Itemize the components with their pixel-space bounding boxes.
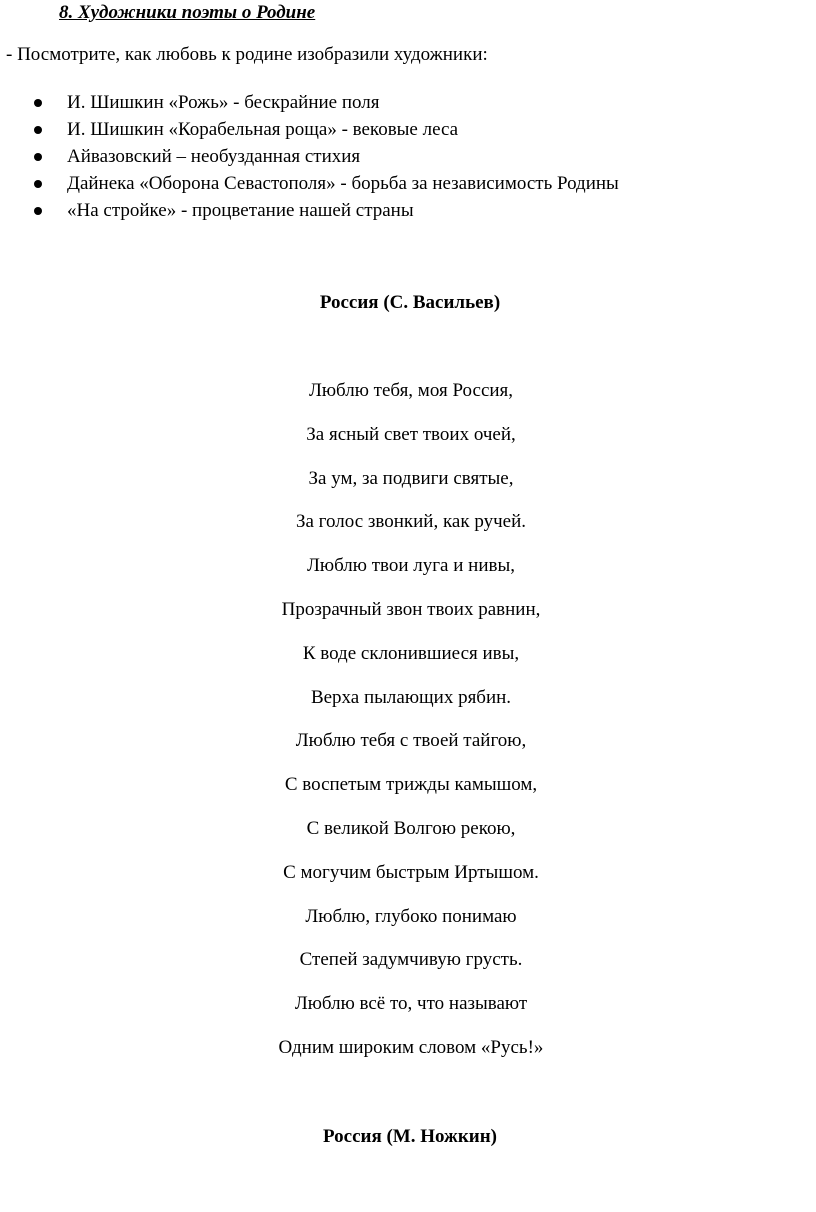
poem-title-nozhkin: Россия (М. Ножкин) — [323, 1126, 497, 1147]
bullet-icon — [34, 207, 42, 215]
bullet-icon — [34, 153, 42, 161]
poem-line: Люблю всё то, что называют — [294, 993, 528, 1015]
poem-line: За ум, за подвиги святые, — [308, 467, 514, 489]
poem-line: С могучим быстрым Иртышом. — [283, 861, 539, 883]
list-item-text: И. Шишкин «Рожь» - бескрайние поля — [67, 92, 380, 113]
section-title: 8. Художники поэты о Родине — [59, 2, 316, 23]
poem-line: Люблю тебя, моя Россия, — [308, 380, 514, 401]
poem-line: Люблю, глубоко понимаю — [305, 905, 517, 927]
list-item-text: «На стройке» - процветание нашей страны — [67, 200, 414, 221]
poem-line: К воде склонившиеся ивы, — [302, 642, 520, 664]
poem-line: Одним широким словом «Русь!» — [278, 1036, 544, 1058]
poem-line: С великой Волгою рекою, — [306, 817, 516, 839]
poem-title-vasiliev: Россия (С. Васильев) — [319, 292, 501, 313]
poem-line: С воспетым трижды камышом, — [284, 774, 538, 796]
intro-text: - Посмотрите, как любовь к родине изобразили художники: — [6, 44, 488, 65]
poem-line: Прозрачный звон твоих равнин, — [281, 598, 541, 620]
poem-line: За ясный свет твоих очей, — [306, 423, 516, 445]
poem-line: Люблю твои луга и нивы, — [307, 555, 515, 577]
bullet-icon — [34, 99, 42, 107]
bullet-icon — [34, 180, 42, 188]
list-item-text: И. Шишкин «Корабельная роща» - вековые леса — [67, 119, 459, 140]
bullet-icon — [34, 126, 42, 134]
poem-line: За голос звонкий, как ручей. — [295, 511, 526, 533]
poem-line: Верха пылающих рябин. — [310, 686, 512, 708]
poem-line: Степей задумчивую грусть. — [299, 949, 523, 971]
list-item-text: Дайнека «Оборона Севастополя» - борьба за независимость Родины — [67, 173, 619, 194]
poem-vasiliev — [0, 380, 816, 1081]
poem-line: Люблю тебя с твоей тайгою, — [295, 730, 527, 752]
list-item-text: Айвазовский – необузданная стихия — [67, 146, 361, 167]
